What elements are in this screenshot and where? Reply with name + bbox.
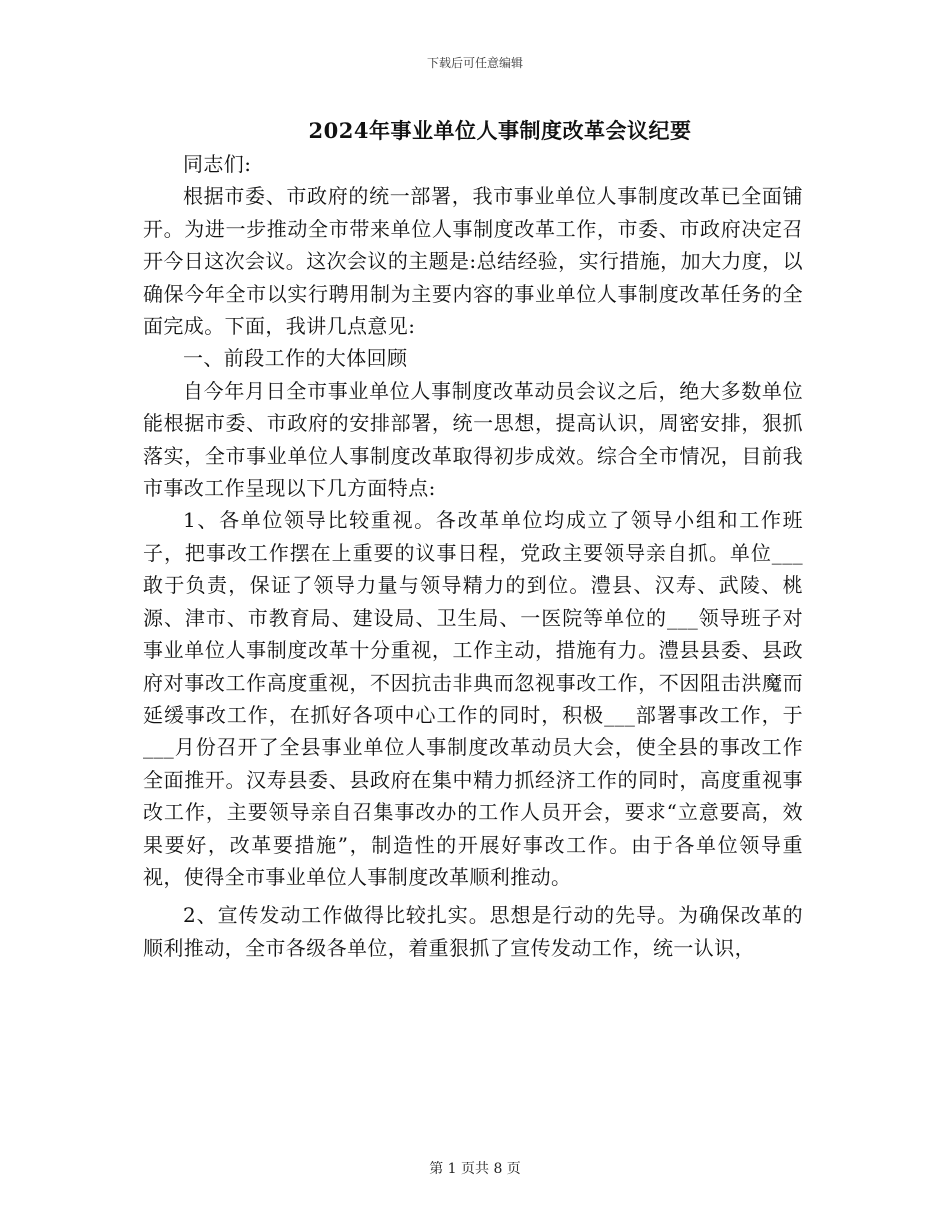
paragraph-review: 自今年月日全市事业单位人事制度改革动员会议之后，绝大多数单位能根据市委、市政府的安排部署，统一思想，提高认识，周密安排，狠抓落实，全市事业单位人事制度改革取得初步成效。综合全市情况，目前我市事改工作呈现以下几方面特点: [143, 378, 803, 501]
paragraph-intro: 根据市委、市政府的统一部署，我市事业单位人事制度改革已全面铺开。为进一步推动全市带来单位人事制度改革工作，市委、市政府决定召开今日这次会议。这次会议的主题是:总结经验，实行措施，加大力度，以确保今年全市以实行聘用制为主要内容的事业单位人事制度改革任务的全面完成。下面，我讲几点意见: [143, 184, 803, 339]
document-title: 2024年事业单位人事制度改革会议纪要 [308, 118, 692, 143]
header-note: 下载后可任意编辑 [426, 56, 523, 70]
salutation: 同志们: [183, 152, 252, 176]
paragraph-point-1: 1、各单位领导比较重视。各改革单位均成立了领导小组和工作班子，把事改工作摆在上重要的议事日程，党政主要领导亲自抓。单位___敢于负责，保证了领导力量与领导精力的到位。澧县、汉寿、武陵、桃源、津市、市教育局、建设局、卫生局、一医院等单位的___领导班子对事业单位人事制度改革十分重视，工作主动，措施有力。澧县县委、县政府对事改工作高度重视，不因抗击非典而忽视事改工作，不因阻击洪魔而延缓事改工作，在抓好各项中心工作的同时，积极___部署事改工作，于___月份召开了全县事业单位人事制度改革动员大会，使全县的事改工作全面推开。汉寿县委、县政府在集中精力抓经济工作的同时，高度重视事改工作，主要领导亲自召集事改办的工作人员开会，要求“立意要高，效果要好，改革要措施”，制造性的开展好事改工作。由于各单位领导重视，使得全市事业单位人事制度改革顺利推动。 [143, 508, 803, 889]
section-heading: 一、前段工作的大体回顾 [183, 346, 408, 371]
document-body [143, 148, 803, 964]
paragraph-point-2: 2、宣传发动工作做得比较扎实。思想是行动的先导。为确保改革的顺利推动，全市各级各单位，着重狠抓了宣传发动工作，统一认识， [143, 903, 803, 960]
page-footer: 第 1 页共 8 页 [429, 1161, 521, 1177]
